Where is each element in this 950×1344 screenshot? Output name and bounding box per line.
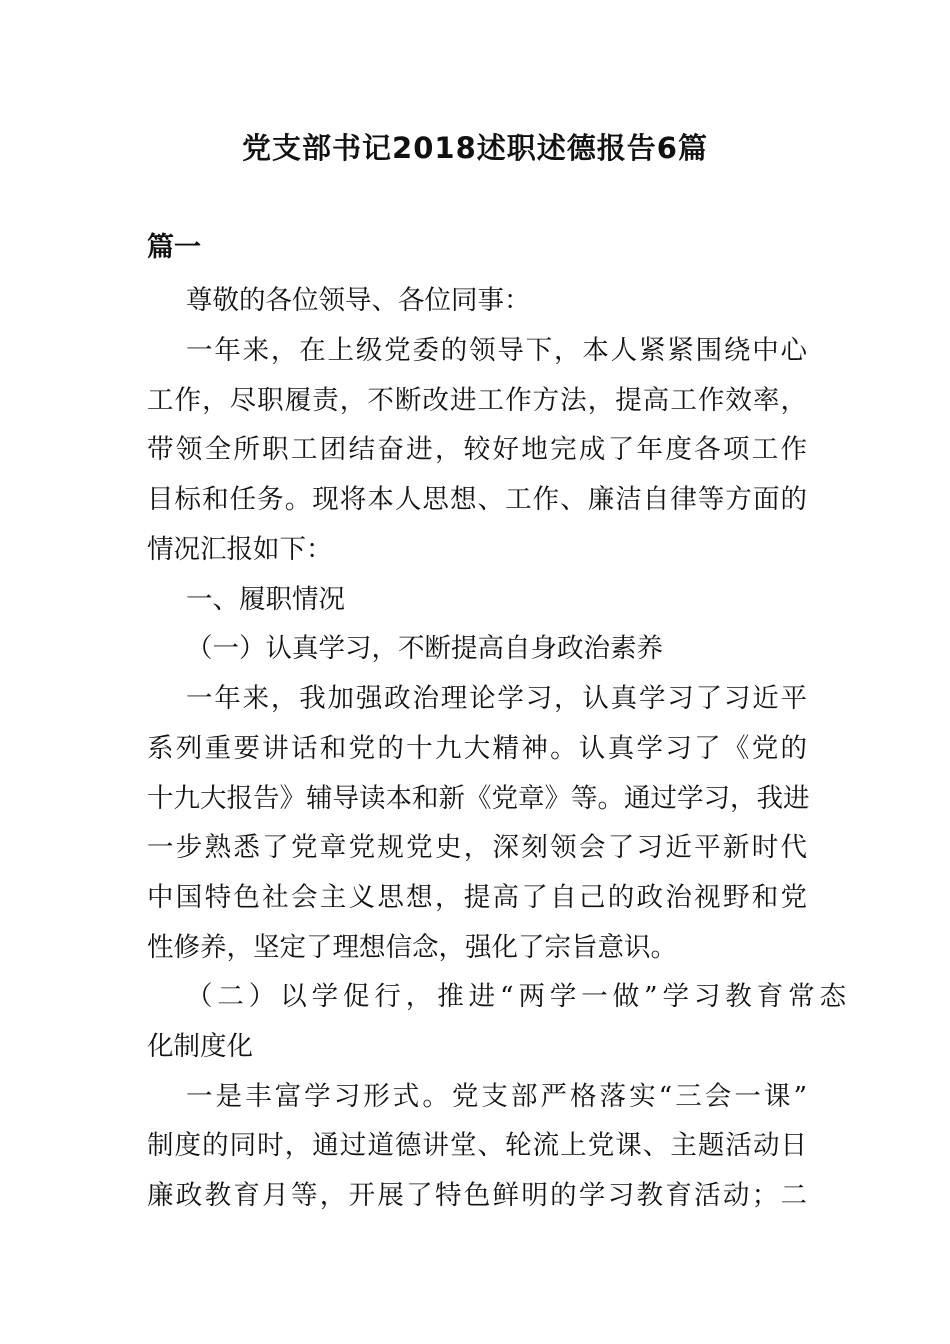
paragraph-line: 系列重要讲话和党的十九大精神。认真学习了《党的	[147, 733, 807, 764]
section-heading: 篇一	[147, 232, 201, 263]
paragraph-line: 十九大报告》辅导读本和新《党章》等。通过学习，我进	[147, 783, 810, 814]
paragraph-line: 一年来，在上级党委的领导下，本人紧紧围绕中心	[186, 335, 807, 366]
salutation: 尊敬的各位领导、各位同事：	[186, 285, 531, 316]
paragraph-line: 带领全所职工团结奋进，较好地完成了年度各项工作	[147, 434, 807, 465]
document-title: 党支部书记2018述职述德报告6篇	[242, 131, 708, 165]
paragraph-line: 制度的同时，通过道德讲堂、轮流上党课、主题活动日	[147, 1130, 807, 1161]
paragraph-line: 廉政教育月等，开展了特色鲜明的学习教育活动；二	[147, 1180, 807, 1211]
paragraph-line: 目标和任务。现将本人思想、工作、廉洁自律等方面的	[147, 484, 807, 515]
paragraph-line: 情况汇报如下：	[147, 534, 333, 565]
paragraph-line: 工作，尽职履责，不断改进工作方法，提高工作效率，	[147, 385, 807, 416]
heading-level-2: （二）以学促行，推进“两学一做”学习教育常态	[186, 981, 846, 1012]
paragraph-line: 一是丰富学习形式。党支部严格落实“三会一课”	[186, 1081, 807, 1112]
paragraph-line: 性修养，坚定了理想信念，强化了宗旨意识。	[147, 932, 677, 963]
paragraph-line: 一年来，我加强政治理论学习，认真学习了习近平	[186, 683, 807, 714]
heading-level-2-continued: 化制度化	[147, 1031, 253, 1062]
paragraph-line: 一步熟悉了党章党规党史，深刻领会了习近平新时代	[147, 832, 807, 863]
heading-level-1: 一、履职情况	[186, 584, 345, 615]
paragraph-line: 中国特色社会主义思想，提高了自己的政治视野和党	[147, 882, 807, 913]
heading-level-2: （一）认真学习，不断提高自身政治素养	[186, 633, 663, 664]
